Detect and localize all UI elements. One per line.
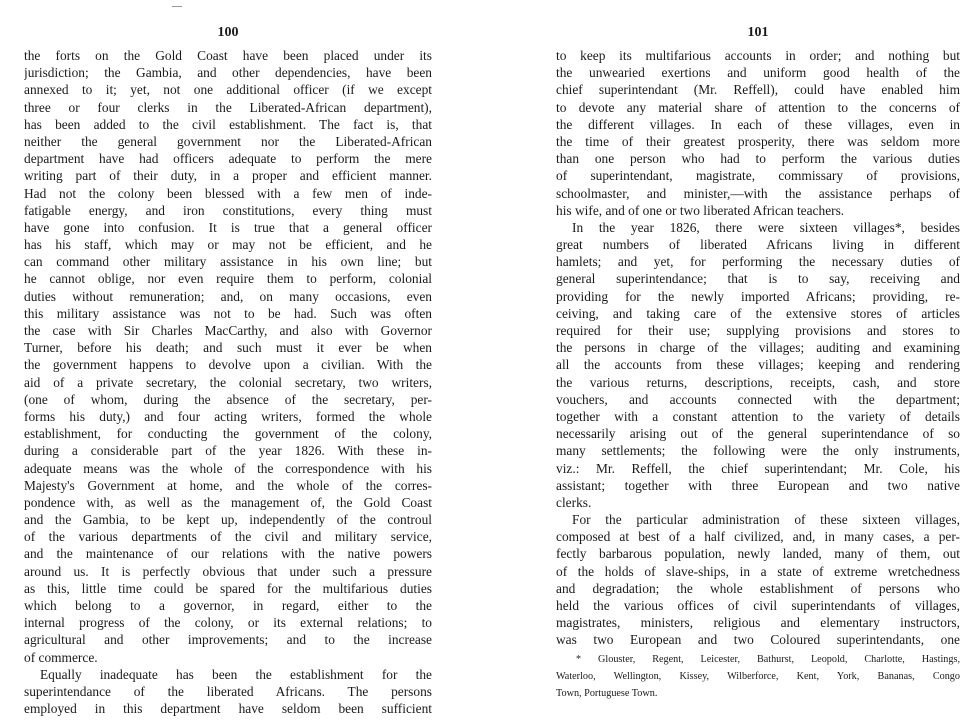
text-line: this military assistance was not to be had. Such was often: [24, 305, 432, 321]
text-line: great numbers of liberated Africans living in different: [556, 237, 960, 253]
text-line: to keep its multifarious accounts in order; and nothing but: [556, 48, 960, 63]
text-line: department have had officers adequate to perform the mere: [24, 151, 432, 167]
page-body: [24, 47, 432, 717]
text-line: hamlets; and yet, for performing the necessary duties of: [556, 254, 960, 270]
footnote: [556, 651, 960, 702]
text-line: the case with Sir Charles MacCarthy, and also with Governor: [24, 323, 432, 338]
text-line: writing part of their duty, in a proper and efficient manner.: [24, 168, 432, 184]
page-body: [556, 47, 960, 649]
footnote-line: Town, Portuguese Town.: [556, 688, 658, 699]
page-number: 100: [217, 25, 239, 40]
text-line: jurisdiction; the Gambia, and other dependencies, have been: [24, 65, 432, 81]
text-line: many settlements; the following were the only instruments,: [556, 443, 960, 459]
text-line: For the particular administration of these sixteen villages,: [572, 512, 960, 528]
text-line: has his staff, which may or may not be efficient, and he: [24, 237, 432, 253]
text-line: the various returns, descriptions, receipts, cash, and store: [556, 374, 960, 390]
text-line: has been added to the civil establishment. The fact is, that: [24, 116, 432, 132]
text-line: of the holds of slave-ships, in a state of extreme wretchedness: [556, 563, 960, 579]
text-line: clerks.: [556, 494, 592, 510]
left-page: [24, 0, 432, 728]
text-line: all the accounts from these villages; keeping and rendering: [556, 357, 960, 373]
text-line: assistant; together with three European and two native: [556, 477, 960, 493]
text-line: In the year 1826, there were sixteen villages*, besides: [572, 219, 960, 235]
text-line: of superintendant, magistrate, commissary of provisions,: [556, 168, 960, 184]
footnote-line: Waterloo, Wellington, Kissey, Wilberforce, Kent, York, Bananas, Congo: [556, 671, 960, 682]
text-line: Had not the colony been blessed with a few men of inde-: [24, 185, 432, 201]
text-line: Equally inadequate has been the establishment for the: [40, 666, 432, 682]
text-line: superintendance of the liberated Africans. The persons: [24, 683, 432, 699]
text-line: he cannot oblige, nor even require them to perform, colonial: [24, 271, 432, 287]
text-line: pondence with, as well as the management of, the Gold Coast: [24, 494, 432, 510]
text-line: as this, little time could be spared for the multifarious duties: [24, 580, 432, 596]
text-line: chief superintendant (Mr. Reffell), could have enabled him: [556, 82, 960, 98]
page-number: 101: [747, 25, 769, 40]
text-line: of commerce.: [24, 649, 98, 665]
text-line: forms his duty,) and four acting writers, formed the whole: [24, 408, 432, 424]
text-line: fectly barbarous population, newly landed, many of them, out: [556, 546, 960, 562]
text-line: required for their use; supplying provisions and stores to: [556, 323, 960, 338]
text-line: the persons in charge of the villages; auditing and examining: [556, 340, 960, 356]
text-line: together with a constant attention to the variety of details: [556, 408, 960, 424]
text-line: duties without remuneration; and, on many occasions, even: [24, 288, 432, 304]
text-line: held the various offices of civil superintendants of villages,: [556, 598, 960, 613]
text-line: annexed to it; yet, not one additional officer (if we except: [24, 82, 432, 98]
text-line: schoolmaster, and minister,—with the assistance perhaps of: [556, 185, 960, 201]
right-page: [556, 0, 960, 728]
text-line: employed in this department have seldom been sufficient: [24, 701, 432, 717]
text-line: fatigable energy, and iron constitutions, every thing must: [24, 202, 432, 218]
text-line: internal progress of the colony, or its external relations; to: [24, 615, 432, 631]
text-line: the unwearied exertions and uniform good health of the: [556, 65, 960, 81]
text-line: vouchers, and accounts connected with the department;: [556, 391, 960, 407]
text-line: and the Gambia, to be kept up, independently of the controul: [24, 512, 432, 528]
text-line: viz.: Mr. Reffell, the chief superintendant; Mr. Cole, his: [556, 460, 960, 476]
text-line: general superintendance; that is to say, receiving and: [556, 271, 960, 287]
text-line: and degradation; the whole establishment of persons who: [556, 580, 960, 596]
text-line: which belong to a governor, in regard, either to the: [24, 598, 432, 613]
text-line: during a considerable part of the year 1826. With these in-: [24, 443, 432, 459]
text-line: ceiving, and taking care of the extensive stores of articles: [556, 305, 960, 321]
text-line: than one person who had to perform the various duties: [556, 151, 960, 167]
text-line: the forts on the Gold Coast have been placed under its: [24, 48, 432, 63]
text-line: adequate means was the whole of the correspondence with his: [24, 460, 432, 476]
text-line: his wife, and of one or two liberated African teachers.: [556, 202, 845, 218]
text-line: Turner, before his death; and such must it ever be when: [24, 340, 432, 356]
text-line: composed at best of a half civilized, and, in many cases, a per-: [556, 529, 960, 545]
text-line: the different villages. In each of these villages, even in: [556, 116, 960, 132]
text-line: the time of their greatest prosperity, there was seldom more: [556, 133, 960, 149]
footnote-line: * Glouster, Regent, Leicester, Bathurst, Leopold, Charlotte, Hastings,: [576, 654, 960, 665]
text-line: neither the general government nor the Liberated-African: [24, 133, 432, 149]
text-line: of the various departments of the civil and military service,: [24, 529, 432, 545]
text-line: can command other military assistance in his own line; but: [24, 254, 432, 270]
text-line: establishment, for conducting the government of the colony,: [24, 426, 432, 442]
text-line: providing for the newly imported Africans; providing, re-: [556, 288, 960, 304]
text-line: magistrates, ministers, religious and elementary instructors,: [556, 615, 960, 631]
text-line: Majesty's Government at home, and the whole of the corres-: [24, 477, 432, 493]
text-line: aid of a private secretary, the colonial secretary, two writers,: [24, 374, 432, 390]
text-line: around us. It is perfectly obvious that under such a pressure: [24, 563, 432, 579]
text-line: necessarily arising out of the general superintendance of so: [556, 426, 960, 442]
text-line: have gone into confusion. It is true that a general officer: [24, 219, 432, 235]
text-line: three or four clerks in the Liberated-African department),: [24, 99, 432, 115]
text-line: (one of whom, during the absence of the secretary, per-: [24, 391, 432, 407]
text-line: was two European and two Coloured superintendants, one: [556, 632, 960, 648]
text-line: and the maintenance of our relations with the native powers: [24, 546, 432, 562]
text-line: agricultural and other improvements; and to the increase: [24, 632, 432, 648]
text-line: the government happens to devolve upon a civilian. With the: [24, 357, 432, 373]
text-line: to devote any material share of attention to the concerns of: [556, 99, 960, 115]
